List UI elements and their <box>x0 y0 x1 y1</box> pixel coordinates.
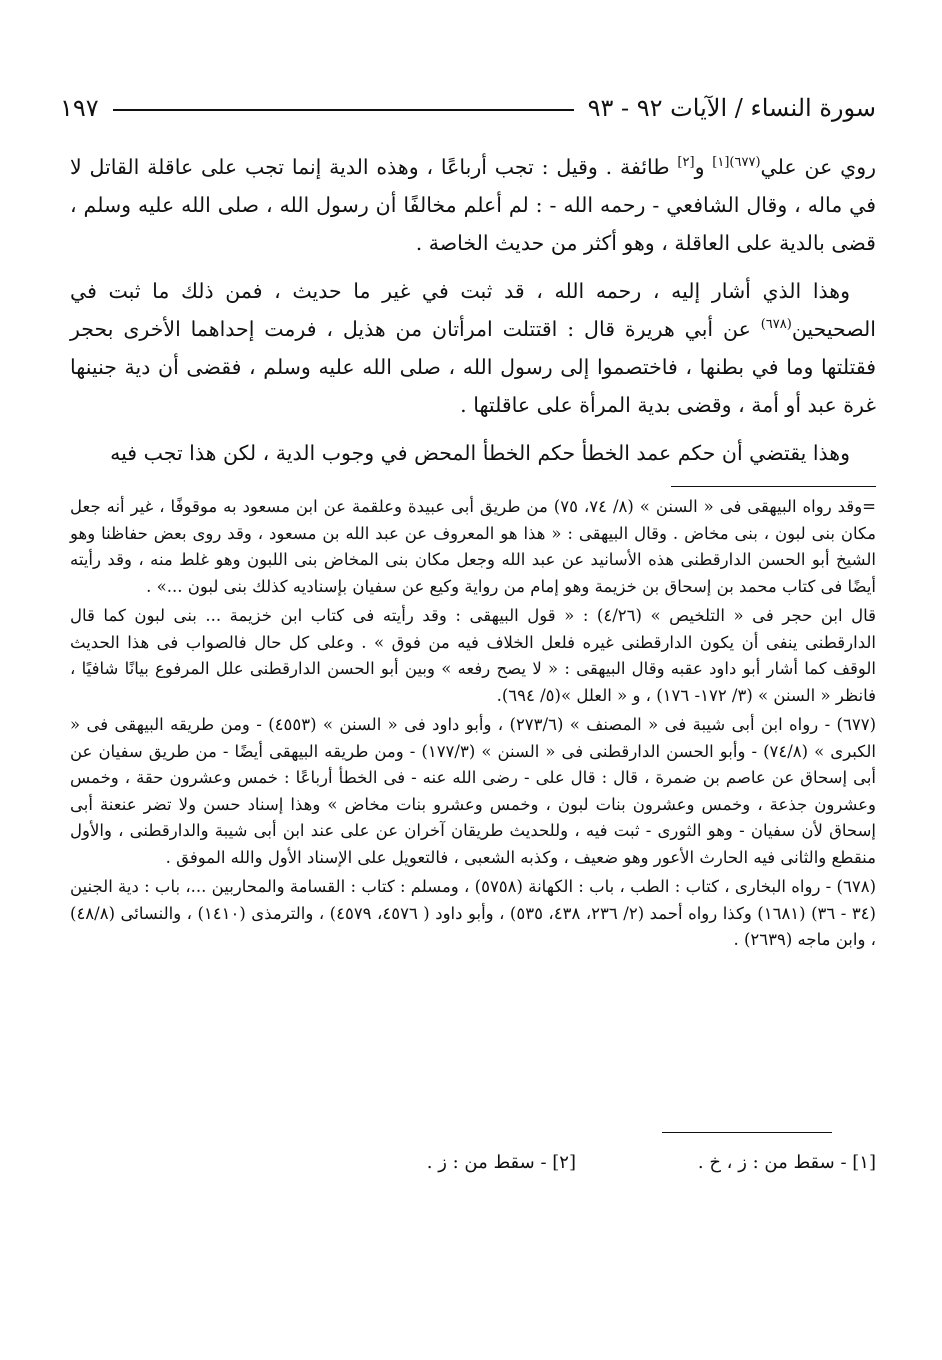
footnote-678: (٦٧٨) - رواه البخارى ، كتاب : الطب ، باب : الكهانة (٥٧٥٨) ، ومسلم : كتاب : القسامة والمحاربين ...، باب : دية الجنين (٣٤ - ٣٦) (١٦٨١) وكذا رواه أحمد (٢/ ٢٣٦، ٤٣٨، ٥٣٥) ، وأبو داود ( ٤٥٧٦، ٤٥٧٩) ، والترمذى (١٤١٠) ، والنسائى (٤٨/٨) ، وابن ماجه (٢٦٣٩) . <box>70 877 876 949</box>
paragraph-2: وهذا الذي أشار إليه ، رحمه الله ، قد ثبت في غير ما حديث ، فمن ذلك ما ثبت في الصحيحين$^{(٦٧٨)}$ عن أبي هريرة قال : اقتتلت امرأتان من هذيل ، فرمت إحداهما الأخرى بحجر فقتلتها وما في بطنها ، فاختصموا إلى رسول الله ، صلى الله عليه وسلم ، فقضى أن دية جنينها غرة عبد أو أمة ، وقضى بدية المرأة على عاقلتها . <box>70 279 876 417</box>
paragraph-1: روي عن علي$^{(٦٧٧)[١]}$ و[٢] طائفة . وقيل : تجب أرباعًا ، وهذه الدية إنما تجب على عاقلة القاتل لا في ماله ، وقال الشافعي - رحمه الله - : لم أعلم مخالفًا أن رسول الله ، صلى الله عليه وسلم ، قضى بالدية على العاقلة ، وهو أكثر من حديث الخاصة . <box>70 155 876 255</box>
header-rule <box>113 109 574 111</box>
footnote-ref-678: (٦٧٨) <box>760 317 792 333</box>
paragraph-3: وهذا يقتضي أن حكم عمد الخطأ حكم الخطأ المحض في وجوب الدية ، لكن هذا تجب فيه <box>110 441 850 465</box>
surah-title: سورة النساء / الآيات ٩٢ - ٩٣ <box>587 94 876 122</box>
footnote-677: (٦٧٧) - رواه ابن أبى شيبة فى « المصنف » (٢٧٣/٦) ، وأبو داود فى « السنن » (٤٥٥٣) - ومن طريقه البيهقى فى « الكبرى » (٧٤/٨) - وأبو الحسن الدارقطنى فى « السنن » (١٧٧/٣) - ومن طريقه البيهقى أيضًا - من طريق سفيان عن أبى إسحاق عن عاصم بن ضمرة ، قال : قال على - رضى الله عنه - فى الخطأ أرباعًا : خمس وعشرون حقة ، وخمس وعشرون جذعة ، وخمس وعشرون بنات لبون ، وخمس وعشرو بنات مخاض » وهذا إسناد حسن ولا تضر عنعنة أبى إسحاق لأن سفيان - وهو الثورى - ثبت فيه ، وللحديث طريقان آخران عن على عند ابن أبى شيبة والدارقطنى ، والأول منقطع والثانى فيه الحارث الأعور وهو ضعيف ، وكذبه الشعبى ، فالتعويل على الإسناد الأول والله الموفق . <box>70 715 876 867</box>
page-number: ١٩٧ <box>60 94 99 122</box>
running-header <box>60 88 876 128</box>
footnote-ref-677: (٦٧٧)[١] <box>712 155 761 171</box>
footnote-continuation-1: =وقد رواه البيهقى فى « السنن » (٨/ ٧٤، ٧٥) من طريق أبى عبيدة وعلقمة عن ابن مسعود به موقوفًا ، غير أنه جعل مكان بنى لبون ، بنى مخاض . وقال البيهقى : « هذا هو المعروف عن عبد الله بن مسعود ، وقد روى بعض حفاظنا وهو الشيخ أبو الحسن الدارقطنى هذه الأسانيد عن عبد الله وجعل مكان بنى المخاض بنى اللبون وهو غلط منه ، وقد رأيته أيضًا فى كتاب محمد بن إسحاق بن خزيمة وهو إمام من رواية وكيع عن سفيان بإسناديه كذلك بنى لبون ...» . <box>70 497 876 596</box>
main-text <box>70 148 876 482</box>
apparatus-separator <box>662 1132 832 1133</box>
footnote-ref-2: [٢] <box>677 155 695 171</box>
footnote-separator <box>671 486 876 487</box>
apparatus-note-2: [٢] - سقط من : ز . <box>426 1152 576 1173</box>
apparatus-note-1: [١] - سقط من : ز ، خ . <box>697 1152 876 1173</box>
footnote-continuation-2: قال ابن حجر فى « التلخيص » (٤/٢٦) : « قول البيهقى : وقد رأيته فى كتاب ابن خزيمة ... بنى لبون كما قال الدارقطنى ينفى أن يكون الدارقطنى غيره فلعل الخلاف فيه من فوق » . وعلى كل حال فالصواب فى هذا الحديث الوقف كما أشار أبو داود عقبه وقال البيهقى : « لا يصح رفعه » وبين أبو الحسن الدارقطنى علل المرفوع بيانًا شافيًا ، فانظر « السنن » (٣/ ١٧٢- ١٧٦) ، و « العلل »(٥/ ٦٩٤). <box>70 606 876 705</box>
footnotes <box>70 494 876 957</box>
